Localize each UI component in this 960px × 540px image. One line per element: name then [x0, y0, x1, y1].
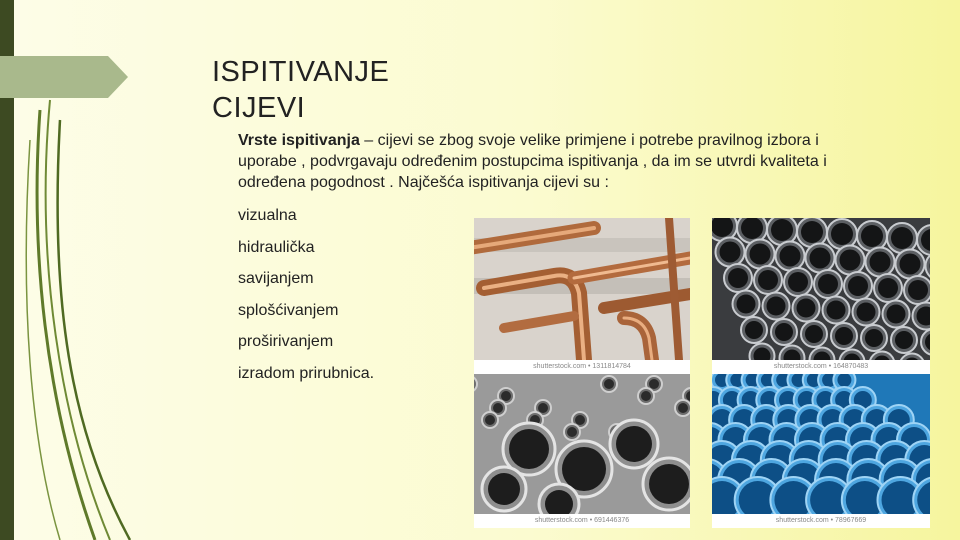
list-item [218, 204, 374, 236]
list-item [218, 330, 374, 362]
test-type-list [218, 204, 374, 394]
intro-paragraph [218, 130, 858, 193]
intro-text: – cijevi se zbog svoje velike primjene i potrebe pravilnog izbora i uporabe , podvrgavaju određenim postupcima ispitivanja , da im se utvrdi kvaliteta i određena pogodnost . Najčešća ispitivanja cijevi su : [238, 132, 827, 191]
list-item [218, 267, 374, 299]
photo-caption: shutterstock.com • 1311814784 [474, 360, 690, 374]
blue-pipes-image [712, 374, 930, 514]
list-item-label: izradom prirubnica. [238, 364, 375, 382]
blue-pvc-pipes-photo [712, 374, 930, 528]
photo-caption: shutterstock.com • 691446376 [474, 514, 690, 528]
photo-caption: shutterstock.com • 78967669 [712, 514, 930, 528]
list-item-label: savijanjem [238, 270, 314, 288]
steel-tubes-image [474, 374, 690, 514]
list-item [218, 362, 374, 394]
list-item-label: vizualna [238, 207, 297, 224]
title-line-2: CIJEVI [212, 92, 306, 124]
copper-pipes-image [474, 218, 690, 360]
title-line-1: ISPITIVANJE [212, 56, 390, 88]
steel-pipes-photo [712, 218, 930, 374]
list-item-label: proširivanjem [238, 333, 334, 351]
list-item [218, 236, 374, 268]
list-item-label: splošćivanjem [238, 301, 339, 319]
copper-pipes-photo [474, 218, 690, 374]
list-item-label: hidraulička [238, 238, 315, 256]
list-item [218, 299, 374, 331]
photo-caption: shutterstock.com • 164870483 [712, 360, 930, 374]
steel-tubes-photo [474, 374, 690, 528]
intro-bold-term: Vrste ispitivanja [238, 132, 360, 149]
title-tab-shape [0, 56, 128, 98]
slide-title [212, 54, 389, 126]
black-pipes-image [712, 218, 930, 360]
